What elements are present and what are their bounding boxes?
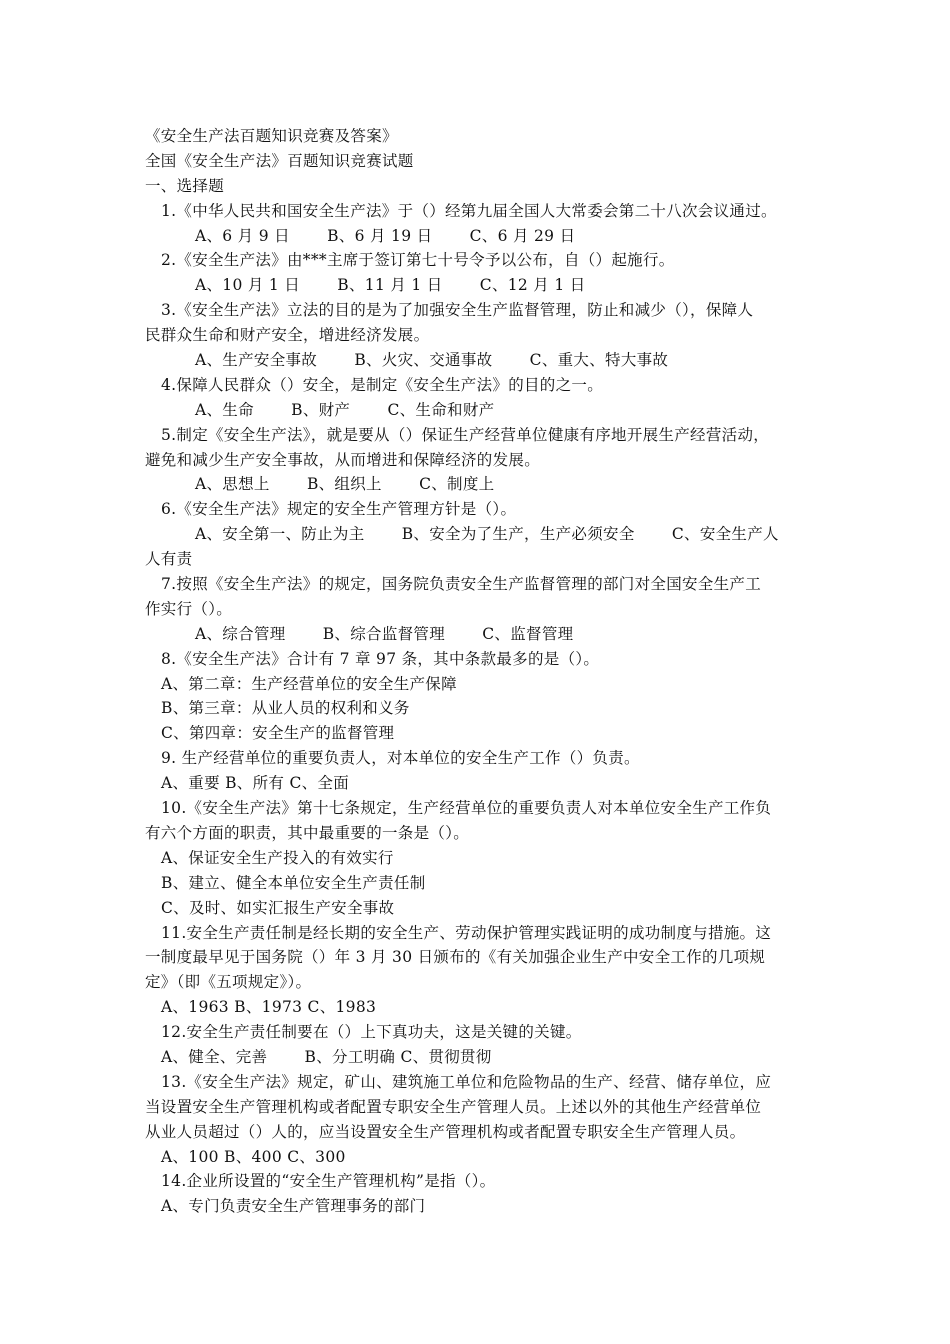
question-6-options-continued: 人有责	[145, 550, 193, 569]
question-3: 3.《安全生产法》立法的目的是为了加强安全生产监督管理，防止和减少（），保障人	[161, 301, 754, 320]
question-9-options: A、重要 B、所有 C、全面	[161, 774, 349, 793]
option-a: A、6 月 9 日	[195, 226, 290, 245]
question-9: 9. 生产经营单位的重要负责人，对本单位的安全生产工作（）负责。	[161, 749, 640, 768]
option-a: A、安全第一、防止为主	[195, 525, 365, 544]
question-3-options	[145, 348, 820, 373]
question-11-options: A、1963 B、1973 C、1983	[161, 998, 377, 1017]
question-4: 4.保障人民群众（）安全，是制定《安全生产法》的目的之一。	[161, 375, 603, 394]
question-5: 5.制定《安全生产法》，就是要从（）保证生产经营单位健康有序地开展生产经营活动，	[161, 425, 770, 444]
option-c: C、6 月 29 日	[469, 226, 576, 245]
question-7-options	[145, 622, 820, 647]
question-10: 10.《安全生产法》第十七条规定，生产经营单位的重要负责人对本单位安全生产工作负	[161, 799, 772, 818]
question-10-option-a: A、保证安全生产投入的有效实行	[161, 848, 394, 867]
question-10-continued: 有六个方面的职责，其中最重要的一条是（）。	[145, 823, 470, 842]
option-c: C、安全生产人	[671, 525, 779, 544]
question-6-options	[145, 522, 820, 547]
question-14-option-a: A、专门负责安全生产管理事务的部门	[161, 1197, 426, 1216]
option-c: C、生命和财产	[387, 400, 495, 419]
option-c: C、监督管理	[482, 624, 574, 643]
option-a: A、生命	[195, 400, 254, 419]
question-13-continued: 当设置安全生产管理机构或者配置专职安全生产管理人员。上述以外的其他生产经营单位	[145, 1097, 762, 1116]
question-7: 7.按照《安全生产法》的规定，国务院负责安全生产监督管理的部门对全国安全生产工	[161, 575, 761, 594]
question-8-option-c: C、第四章：安全生产的监督管理	[161, 724, 395, 743]
question-2: 2.《安全生产法》由***主席于签订第七十号令予以公布，自（）起施行。	[161, 251, 675, 270]
question-3-continued: 民群众生命和财产安全，增进经济发展。	[145, 326, 430, 345]
option-c: C、制度上	[419, 475, 495, 494]
option-a: A、健全、完善	[161, 1047, 268, 1066]
question-8-option-b: B、第三章：从业人员的权利和义务	[161, 699, 410, 718]
option-b: B、6 月 19 日	[327, 226, 433, 245]
question-13: 13.《安全生产法》规定，矿山、建筑施工单位和危险物品的生产、经营、储存单位，应	[161, 1072, 772, 1091]
option-a: A、综合管理	[195, 624, 286, 643]
question-6: 6.《安全生产法》规定的安全生产管理方针是（）。	[161, 500, 517, 519]
option-b: B、11 月 1 日	[337, 276, 443, 295]
question-2-options	[145, 273, 820, 298]
document-title: 《安全生产法百题知识竞赛及答案》	[145, 127, 398, 145]
question-14: 14.企业所设置的“安全生产管理机构”是指（）。	[161, 1172, 496, 1191]
question-13-options: A、100 B、400 C、300	[161, 1147, 346, 1166]
question-11-continued-2: 定》（即《五项规定》）。	[145, 973, 312, 992]
option-b: B、火灾、交通事故	[354, 351, 493, 370]
option-b-c: B、分工明确 C、贯彻贯彻	[304, 1047, 492, 1066]
option-b: B、安全为了生产，生产必须安全	[401, 525, 635, 544]
question-10-option-b: B、建立、健全本单位安全生产责任制	[161, 873, 426, 892]
question-12-options	[145, 1045, 820, 1070]
section-heading: 一、选择题	[145, 176, 225, 195]
question-4-options	[145, 398, 820, 423]
question-11: 11.安全生产责任制是经长期的安全生产、劳动保护管理实践证明的成功制度与措施。这	[161, 923, 772, 942]
question-7-continued: 作实行（）。	[145, 599, 233, 618]
question-1-options	[145, 224, 820, 249]
option-b: B、组织上	[306, 475, 382, 494]
question-12: 12.安全生产责任制要在（）上下真功夫，这是关键的关键。	[161, 1023, 582, 1042]
question-13-continued-2: 从业人员超过（）人的，应当设置安全生产管理机构或者配置专职安全生产管理人员。	[145, 1122, 746, 1141]
option-a: A、10 月 1 日	[195, 276, 301, 295]
question-5-continued: 避免和减少生产安全事故，从而增进和保障经济的发展。	[145, 450, 541, 469]
document-subtitle: 全国《安全生产法》百题知识竞赛试题	[145, 151, 414, 170]
question-8-option-a: A、第二章：生产经营单位的安全生产保障	[161, 674, 457, 693]
question-11-continued: 一制度最早见于国务院（）年 3 月 30 日颁布的《有关加强企业生产中安全工作的几项规	[145, 948, 766, 967]
question-10-option-c: C、及时、如实汇报生产安全事故	[161, 898, 395, 917]
option-a: A、生产安全事故	[195, 351, 318, 370]
question-8: 8.《安全生产法》合计有 7 章 97 条，其中条款最多的是（）。	[161, 649, 600, 668]
option-b: B、财产	[291, 400, 351, 419]
question-1: 1.《中华人民共和国安全生产法》于（）经第九届全国人大常委会第二十八次会议通过。	[161, 201, 777, 220]
option-c: C、重大、特大事故	[529, 351, 669, 370]
option-a: A、思想上	[195, 475, 270, 494]
document-body	[145, 124, 820, 1219]
option-c: C、12 月 1 日	[479, 276, 586, 295]
option-b: B、综合监督管理	[322, 624, 446, 643]
question-5-options	[145, 472, 820, 497]
